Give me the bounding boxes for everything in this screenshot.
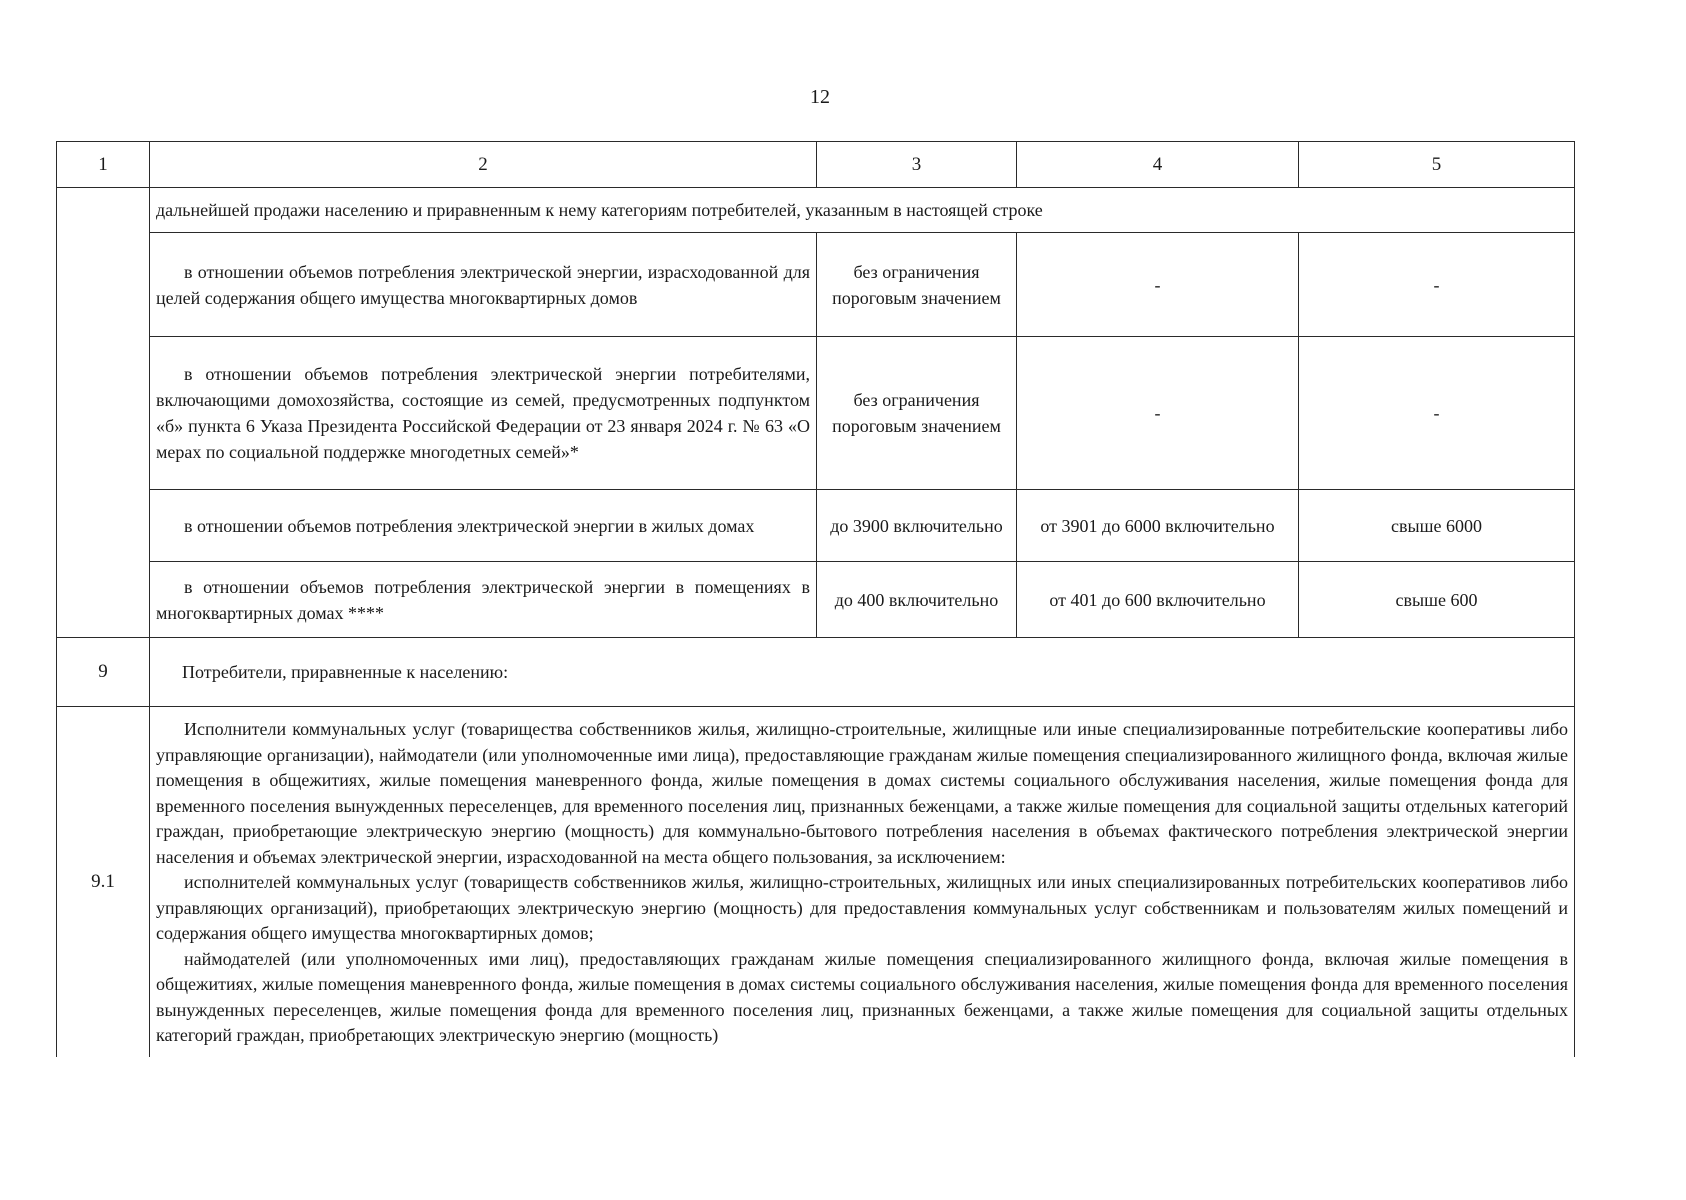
row-col5: - (1299, 337, 1575, 490)
row-col3: до 3900 включительно (817, 490, 1017, 562)
row-description: в отношении объемов потребления электрической энергии в помещениях в многоквартирных домах **** (150, 562, 817, 638)
page-number: 12 (810, 86, 830, 108)
header-col-5: 5 (1299, 142, 1575, 188)
row-col3: до 400 включительно (817, 562, 1017, 638)
table-row (57, 490, 1575, 562)
header-col-2: 2 (150, 142, 817, 188)
continuation-text: дальнейшей продажи населению и приравненным к нему категориям потребителей, указанным в настоящей строке (150, 188, 1575, 233)
table-row (57, 337, 1575, 490)
row-col4: от 401 до 600 включительно (1017, 562, 1299, 638)
row-number-cell (57, 233, 150, 337)
row-description: в отношении объемов потребления электрической энергии потребителями, включающими домохозяйства, состоящие из семей, предусмотренных подпунктом «б» пункта 6 Указа Президента Российской Федерации от 23 января 2024 г. № 63 «О мерах по социальной поддержке многодетных семей»* (150, 337, 817, 490)
row-number-cell (57, 188, 150, 233)
row-col3: без ограничения пороговым значением (817, 337, 1017, 490)
section-9-1-content (150, 707, 1575, 1057)
row-col5: - (1299, 233, 1575, 337)
table-row (57, 562, 1575, 638)
table-header-row (57, 142, 1575, 188)
section-9-title: Потребители, приравненные к населению: (150, 638, 1575, 707)
header-col-3: 3 (817, 142, 1017, 188)
row-col4: - (1017, 233, 1299, 337)
row-number-cell (57, 562, 150, 638)
table-row (57, 638, 1575, 707)
header-col-4: 4 (1017, 142, 1299, 188)
row-description: в отношении объемов потребления электрической энергии, израсходованной для целей содержания общего имущества многоквартирных домов (150, 233, 817, 337)
row-description: в отношении объемов потребления электрической энергии в жилых домах (150, 490, 817, 562)
row-col4: - (1017, 337, 1299, 490)
section-9-1-number: 9.1 (57, 707, 150, 1057)
row-col5: свыше 6000 (1299, 490, 1575, 562)
row-col5: свыше 600 (1299, 562, 1575, 638)
table-row (57, 707, 1575, 1057)
table-row (57, 188, 1575, 233)
header-col-1: 1 (57, 142, 150, 188)
table-row (57, 233, 1575, 337)
row-col3: без ограничения пороговым значением (817, 233, 1017, 337)
row-col4: от 3901 до 6000 включительно (1017, 490, 1299, 562)
row-number-cell (57, 337, 150, 490)
row-number-cell (57, 490, 150, 562)
section-9-1-paragraph: исполнителей коммунальных услуг (товариществ собственников жилья, жилищно-строительных, жилищных или иных специализированных потребительских кооперативов либо управляющих организаций), приобретающих электрическую энергию (мощность) для предоставления коммунальных услуг собственникам и пользователям жилых помещений и содержания общего имущества многоквартирных домов; (156, 872, 1568, 943)
section-9-1-paragraph: Исполнители коммунальных услуг (товарищества собственников жилья, жилищно-строительные, жилищные или иные специализированные потребительские кооперативы либо управляющие организации), наймодатели (или уполномоченные ими лица), предоставляющие гражданам жилые помещения специализированного жилищного фонда, включая жилые помещения в общежитиях, жилые помещения маневренного фонда, жилые помещения в домах системы социального обслуживания населения, жилые помещения фонда для временного поселения вынужденных переселенцев, для временного поселения лиц, признанных беженцами, а также жилые помещения для социальной защиты отдельных категорий граждан, приобретающие электрическую энергию (мощность) для коммунально-бытового потребления населения в объемах фактического потребления электрической энергии населения и объемах электрической энергии, израсходованной на места общего пользования, за исключением: (156, 719, 1568, 867)
section-9-1-paragraph: наймодателей (или уполномоченных ими лиц), предоставляющих гражданам жилые помещения специализированного жилищного фонда, включая жилые помещения в общежитиях, жилые помещения маневренного фонда, жилые помещения в домах системы социального обслуживания населения, жилые помещения фонда для временного поселения вынужденных переселенцев, жилые помещения фонда для временного поселения лиц, признанных беженцами, а также жилые помещения для социальной защиты отдельных категорий граждан, приобретающих электрическую энергию (мощность) (156, 948, 1568, 1045)
section-9-number: 9 (57, 638, 150, 707)
tariff-table (56, 141, 1575, 1057)
